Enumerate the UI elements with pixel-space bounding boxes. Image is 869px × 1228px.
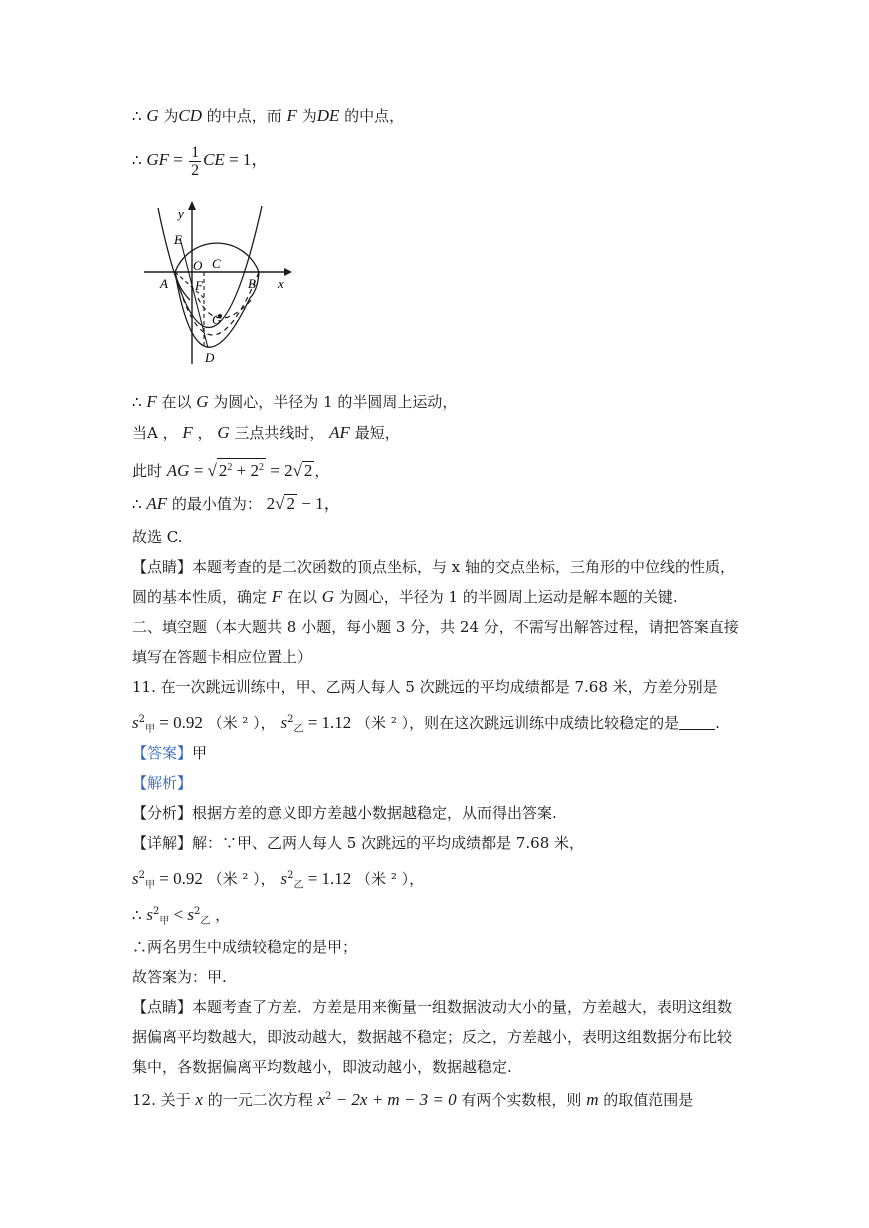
label-a: A <box>160 276 168 291</box>
label-b: B <box>248 276 256 291</box>
remark-line-2: 圆的基本性质，确定 F 在以 G 为圆心，半径为 1 的半圆周上运动是解本题的关键. <box>132 587 678 606</box>
label-e: E <box>174 232 182 247</box>
y-axis-arrow-icon <box>188 201 196 210</box>
sqrt-expression: $2^2 + 2^2$ <box>217 458 266 480</box>
label-x: x <box>278 276 284 291</box>
label-g: G <box>212 312 222 327</box>
answer-blank <box>679 715 715 730</box>
solution-line-7: 故选 C. <box>132 528 183 546</box>
detail-line-4: ∴两名男生中成绩较稳定的是甲； <box>132 938 358 956</box>
detail-line-2: $s^2_甲 = 0.92$ （米 ² ）， $s^2_乙 = 1.12$ （米 ² ）， <box>132 869 425 891</box>
analysis-tag: 【解析】 <box>132 774 193 792</box>
solution-line-4: 当A ， F ， G 三点共线时， AF 最短， <box>132 423 400 442</box>
question-11-line-1: 11. 在一次跳远训练中，甲、乙两人每人 5 次跳远的平均成绩都是 7.68 米，方差分别是 <box>132 678 718 696</box>
detail-line-1: 【详解】解：∵甲、乙两人每人 5 次跳远的平均成绩都是 7.68 米， <box>132 834 585 852</box>
remark-2-line-1: 【点睛】本题考查了方差．方差是用来衡量一组数据波动大小的量，方差越大，表明这组数 <box>132 998 733 1016</box>
parabola-circle-figure <box>138 198 298 370</box>
section-heading-line-2: 填写在答题卡相应位置上） <box>132 648 313 666</box>
detail-line-5: 故答案为：甲. <box>132 968 227 986</box>
x-axis-arrow-icon <box>284 268 292 276</box>
solution-line-2: ∴ GF = $\frac{1}{2}$ CE = 1， <box>132 143 269 179</box>
label-d: D <box>205 350 215 365</box>
remark-line-1: 【点睛】本题考查的是二次函数的顶点坐标，与 x 轴的交点坐标，三角形的中位线的性质， <box>132 558 735 576</box>
remark-2-line-2: 据偏离平均数越大，即波动越大，数据越不稳定；反之，方差越小，表明这组数据分布比较 <box>132 1028 733 1046</box>
remark-2-line-3: 集中，各数据偏离平均数越小，即波动越小，数据越稳定. <box>132 1058 512 1076</box>
label-c: C <box>212 256 221 271</box>
answer-line: 【答案】甲 <box>132 744 208 762</box>
solution-line-3: ∴ F 在以 G 为圆心，半径为 1 的半圆周上运动， <box>132 392 458 411</box>
parabola-curve <box>158 206 262 328</box>
fraction-one-half: $\frac{1}{2}$ <box>191 143 200 179</box>
solution-line-1: ∴ G 为CD 的中点，而 F 为DE 的中点， <box>132 106 405 125</box>
inner-loop <box>175 272 250 347</box>
solution-line-6: ∴ AF 的最小值为： 2√ 2 − 1， <box>132 494 341 513</box>
label-f: F <box>195 278 203 293</box>
label-y: y <box>178 206 184 221</box>
solution-line-5: 此时 AG = √ $2^2 + 2^2 = 2√$ 2 ， <box>132 458 329 481</box>
detail-line-3: ∴ $s^2_甲 < s^2_乙$ ， <box>132 905 231 927</box>
question-11-line-2: $s^2_甲 = 0.92$ （米 ² ）， $s^2_乙 = 1.12$ （米 ² ），则在这次跳远训练中成绩比较稳定的是 . <box>132 713 720 735</box>
label-o: O <box>193 258 203 273</box>
analysis-line: 【分析】根据方差的意义即方差越小数据越稳定，从而得出答案. <box>132 804 557 822</box>
question-12-line: 12. 关于 x 的一元二次方程 $x^2 - 2x + m - 3 = 0$ 有两个实数根，则 m 的取值范围是 <box>132 1090 694 1109</box>
section-heading-line-1: 二、填空题（本大题共 8 小题，每小题 3 分，共 24 分，不需写出解答过程，请把答案直接 <box>132 618 739 636</box>
